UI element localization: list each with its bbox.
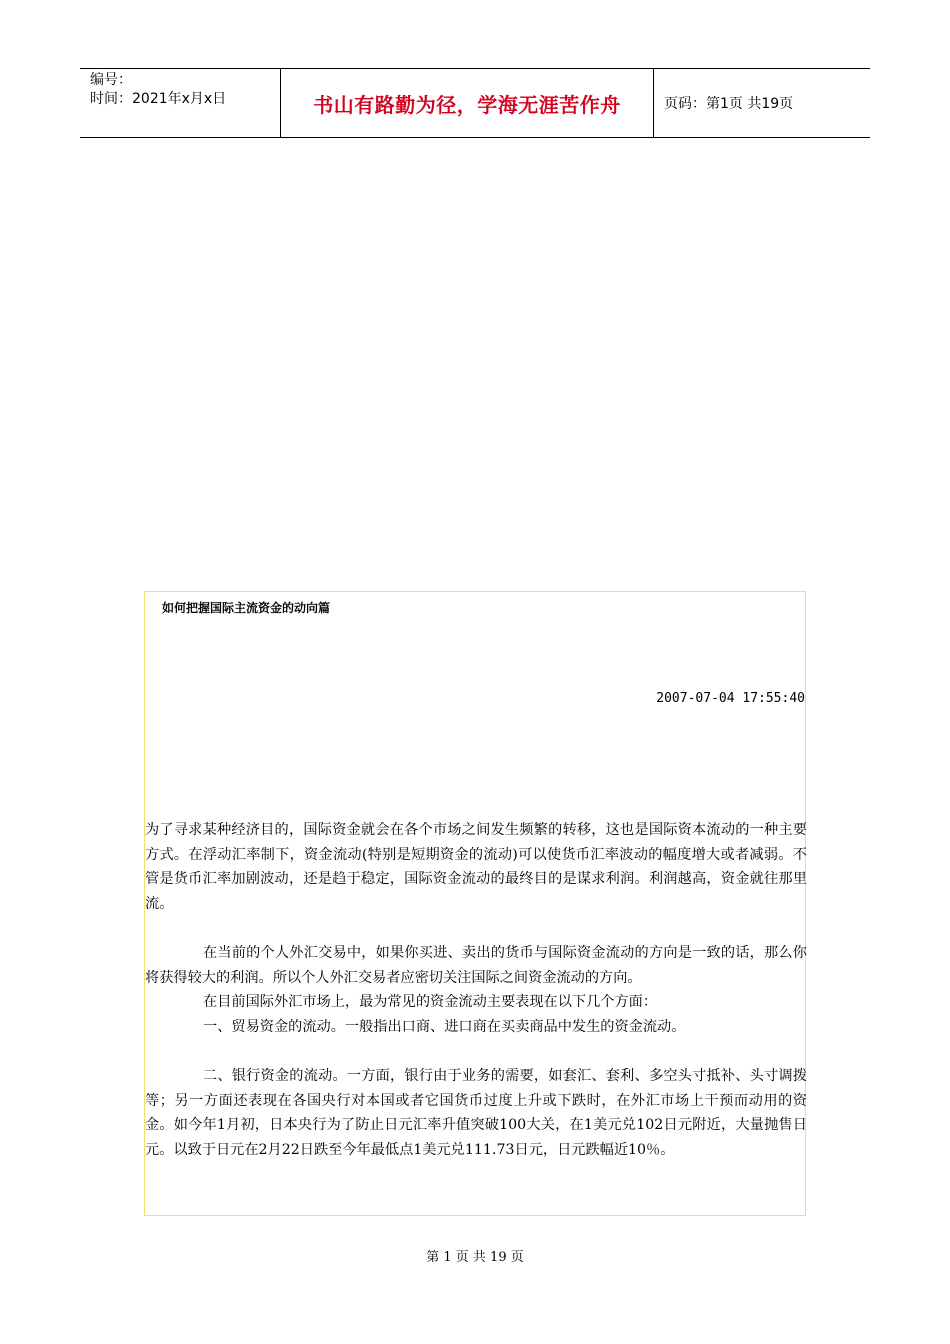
article-title: 如何把握国际主流资金的动向篇 [162, 601, 331, 615]
time-label: 时间：2021年x月x日 [90, 91, 227, 107]
page-footer: 第 1 页 共 19 页 [426, 1250, 524, 1265]
header-meta [80, 69, 281, 137]
article-date: 2007-07-04 17:55:40 [656, 691, 805, 706]
paragraph: 为了寻求某种经济目的，国际资金就会在各个市场之间发生频繁的转移，这也是国际资本流动的一种主要方式。在浮动汇率制下，资金流动(特别是短期资金的流动)可以使货币汇率波动的幅度增大或者减弱。不管是货币汇率加剧波动，还是趋于稳定，国际资金流动的最终目的是谋求利润。利润越高，资金就往那里流。 [145, 822, 807, 912]
paragraph: 二、银行资金的流动。一方面，银行由于业务的需要，如套汇、套利、多空头寸抵补、头寸调拨等；另一方面还表现在各国央行对本国或者它国货币过度上升或下跌时，在外汇市场上干预而动用的资金。如今年1月初，日本央行为了防止日元汇率升值突破100大关，在1美元兑102日元附近，大量抛售日元。以致于日元在2月22日跌至今年最低点1美元兑111.73日元，日元跌幅近10％。 [145, 1067, 807, 1158]
article-frame [144, 591, 806, 1216]
page-header [80, 68, 870, 138]
paragraph: 在目前国际外汇市场上，最为常见的资金流动主要表现在以下几个方面： [203, 994, 658, 1011]
number-label: 编号： [90, 72, 132, 88]
article-body [145, 818, 807, 1162]
paragraph: 一、贸易资金的流动。一般指出口商、进口商在买卖商品中发生的资金流动。 [203, 1018, 686, 1035]
paragraph: 在当前的个人外汇交易中，如果你买进、卖出的货币与国际资金流动的方向是一致的话，那么你将获得较大的利润。所以个人外汇交易者应密切关注国际之间资金流动的方向。 [145, 944, 807, 986]
header-motto: 书山有路勤为径，学海无涯苦作舟 [281, 69, 654, 137]
header-page-info: 页码：第1页 共19页 [664, 96, 794, 112]
